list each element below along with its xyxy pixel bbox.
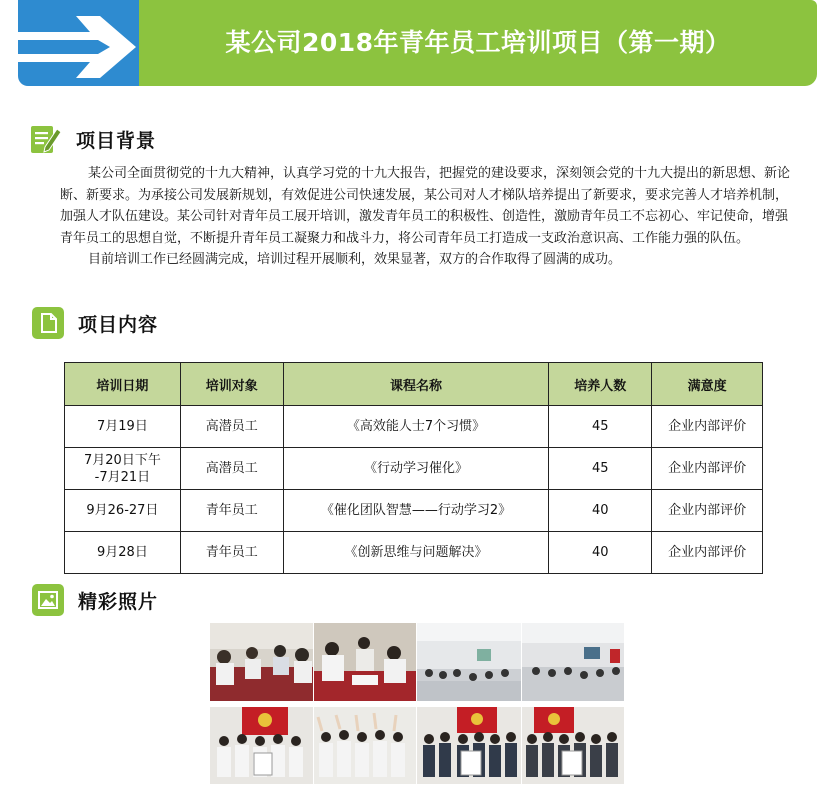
table-row <box>65 532 763 574</box>
header-target: 培训对象 <box>180 363 283 406</box>
photo-gallery <box>210 623 624 784</box>
section-photos-header <box>32 584 158 616</box>
training-photo-image <box>314 707 416 784</box>
training-photo-image <box>417 623 521 701</box>
image-icon <box>32 584 64 616</box>
background-paragraph: 某公司全面贯彻党的十九大精神，认真学习党的十九大报告，把握党的建设要求，深刻领会党的十九大提出的新思想、新论断、新要求。为承接公司发展新规划，有效促进公司快速发展，某公司对人才梯队培养提出了新要求，要求完善人才培养机制，加强人才队伍建设。某公司针对青年员工展开培训，激发青年员工的积极性、创造性，激励青年员工不忘初心、牢记使命，增强青年员工的思想自觉，不断提升青年员工凝聚力和战斗力，将公司青年员工打造成一支政治意识高、工作能力强的队伍。 <box>60 166 791 246</box>
background-text <box>60 163 790 271</box>
cell-count: 45 <box>549 448 652 490</box>
table-row <box>65 406 763 448</box>
training-photo-image <box>522 623 624 701</box>
training-photo-image <box>314 623 416 701</box>
cell-course: 《催化团队智慧——行动学习2》 <box>283 490 549 532</box>
training-photo-image <box>417 707 521 784</box>
training-photo <box>210 707 313 784</box>
section-photos-title: 精彩照片 <box>78 590 159 613</box>
arrow-right-icon <box>18 0 139 86</box>
training-photo-image <box>210 707 313 784</box>
cell-satisfaction: 企业内部评价 <box>652 532 763 574</box>
cell-target: 青年员工 <box>180 490 283 532</box>
training-photo-image <box>210 623 313 701</box>
cell-course: 《高效能人士7个习惯》 <box>283 406 549 448</box>
cell-count: 40 <box>549 490 652 532</box>
section-content-title: 项目内容 <box>78 313 159 336</box>
training-table <box>64 362 763 574</box>
cell-target: 高潜员工 <box>180 406 283 448</box>
page-banner <box>18 0 817 86</box>
cell-date: 9月26-27日 <box>65 490 181 532</box>
header-course: 课程名称 <box>283 363 549 406</box>
section-background-header <box>30 123 156 155</box>
cell-satisfaction: 企业内部评价 <box>652 406 763 448</box>
header-date: 培训日期 <box>65 363 181 406</box>
cell-course: 《行动学习催化》 <box>283 448 549 490</box>
cell-satisfaction: 企业内部评价 <box>652 448 763 490</box>
cell-date: 9月28日 <box>65 532 181 574</box>
edit-document-icon <box>30 123 62 155</box>
section-background-title: 项目背景 <box>76 129 157 152</box>
table-row <box>65 448 763 490</box>
cell-count: 40 <box>549 532 652 574</box>
cell-date: 7月19日 <box>65 406 181 448</box>
training-photo <box>210 623 313 701</box>
page-title: 某公司2018年青年员工培训项目（第一期） <box>225 28 731 57</box>
background-paragraph: 目前培训工作已经圆满完成，培训过程开展顺利，效果显著，双方的合作取得了圆满的成功。 <box>88 252 622 267</box>
training-photo <box>314 707 416 784</box>
training-photo <box>314 623 416 701</box>
cell-target: 高潜员工 <box>180 448 283 490</box>
training-photo <box>417 623 521 701</box>
training-photo-image <box>522 707 624 784</box>
training-photo <box>522 707 624 784</box>
document-icon <box>32 307 64 339</box>
header-satisfaction: 满意度 <box>652 363 763 406</box>
table-row <box>65 490 763 532</box>
cell-satisfaction: 企业内部评价 <box>652 490 763 532</box>
header-count: 培养人数 <box>549 363 652 406</box>
training-photo <box>417 707 521 784</box>
table-header-row <box>65 363 763 406</box>
cell-date: 7月20日下午 -7月21日 <box>65 448 181 490</box>
training-photo <box>522 623 624 701</box>
cell-course: 《创新思维与问题解决》 <box>283 532 549 574</box>
cell-target: 青年员工 <box>180 532 283 574</box>
section-content-header <box>32 307 158 339</box>
cell-count: 45 <box>549 406 652 448</box>
